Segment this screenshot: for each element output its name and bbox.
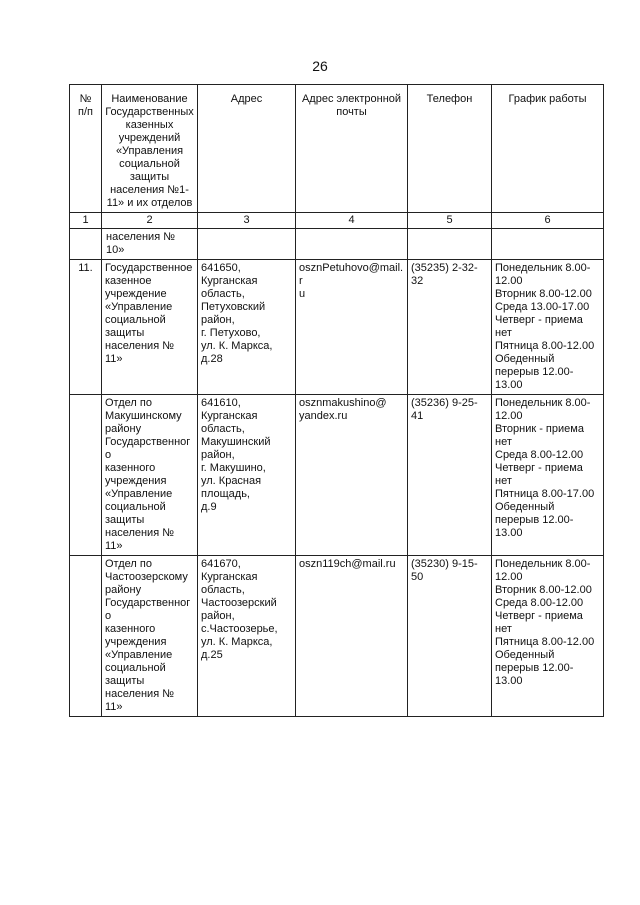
continuation-row (70, 229, 604, 260)
institution-schedule: Понедельник 8.00- 12.00 Вторник - приема нет Среда 8.00-12.00 Четверг - приема нет Пятница 8.00-17.00 Обеденный перерыв 12.00-13.00 (492, 395, 604, 556)
continuation-empty-cell (492, 229, 604, 260)
institution-schedule: Понедельник 8.00- 12.00 Вторник 8.00-12.00 Среда 8.00-12.00 Четверг - приема нет Пятница 8.00-12.00 Обеденный перерыв 12.00-13.00 (492, 556, 604, 717)
institution-name: Отдел по Макушинскому району Государственного казенного учреждения «Управление социальной защиты населения № 11» (102, 395, 198, 556)
institution-email: osznPetuhovo@mail.r u (296, 260, 408, 395)
table-row (70, 556, 604, 717)
column-number: 6 (492, 213, 604, 229)
continuation-empty-cell (198, 229, 296, 260)
header-schedule: График работы (492, 85, 604, 213)
column-number: 3 (198, 213, 296, 229)
institution-address: 641650, Курганская область, Петуховский район, г. Петухово, ул. К. Маркса, д.28 (198, 260, 296, 395)
row-number (70, 395, 102, 556)
row-number (70, 556, 102, 717)
institution-phone: (35235) 2-32- 32 (408, 260, 492, 395)
table-row (70, 395, 604, 556)
institution-schedule: Понедельник 8.00- 12.00 Вторник 8.00-12.00 Среда 13.00-17.00 Четверг - приема нет Пятница 8.00-12.00 Обеденный перерыв 12.00-13.00 (492, 260, 604, 395)
table-row (70, 260, 604, 395)
continuation-empty-cell (296, 229, 408, 260)
institution-address: 641610, Курганская область, Макушинский район, г. Макушино, ул. Красная площадь, д.9 (198, 395, 296, 556)
institution-phone: (35236) 9-25- 41 (408, 395, 492, 556)
column-number-row (70, 213, 604, 229)
institution-name: Отдел по Частоозерскому району Государственного казенного учреждения «Управление социальной защиты населения № 11» (102, 556, 198, 717)
header-phone: Телефон (408, 85, 492, 213)
institution-email: osznmakushino@ yandex.ru (296, 395, 408, 556)
column-number: 4 (296, 213, 408, 229)
table-header-row (70, 85, 604, 213)
page-number: 26 (312, 58, 328, 74)
institution-address: 641670, Курганская область, Частоозерский район, с.Частоозерье, ул. К. Маркса, д.25 (198, 556, 296, 717)
header-email: Адрес электронной почты (296, 85, 408, 213)
institution-name: Государственное казенное учреждение «Управление социальной защиты населения № 11» (102, 260, 198, 395)
column-number: 5 (408, 213, 492, 229)
row-number: 11. (70, 260, 102, 395)
header-num: № п/п (70, 85, 102, 213)
header-address: Адрес (198, 85, 296, 213)
continuation-num-cell (70, 229, 102, 260)
continuation-text: населения № 10» (102, 229, 198, 260)
institution-email: oszn119ch@mail.ru (296, 556, 408, 717)
column-number: 1 (70, 213, 102, 229)
header-name: Наименование Государственных казенных учреждений «Управления социальной защиты населения №1- 11» и их отделов (102, 85, 198, 213)
institutions-table (69, 84, 604, 717)
column-number: 2 (102, 213, 198, 229)
continuation-empty-cell (408, 229, 492, 260)
institution-phone: (35230) 9-15- 50 (408, 556, 492, 717)
